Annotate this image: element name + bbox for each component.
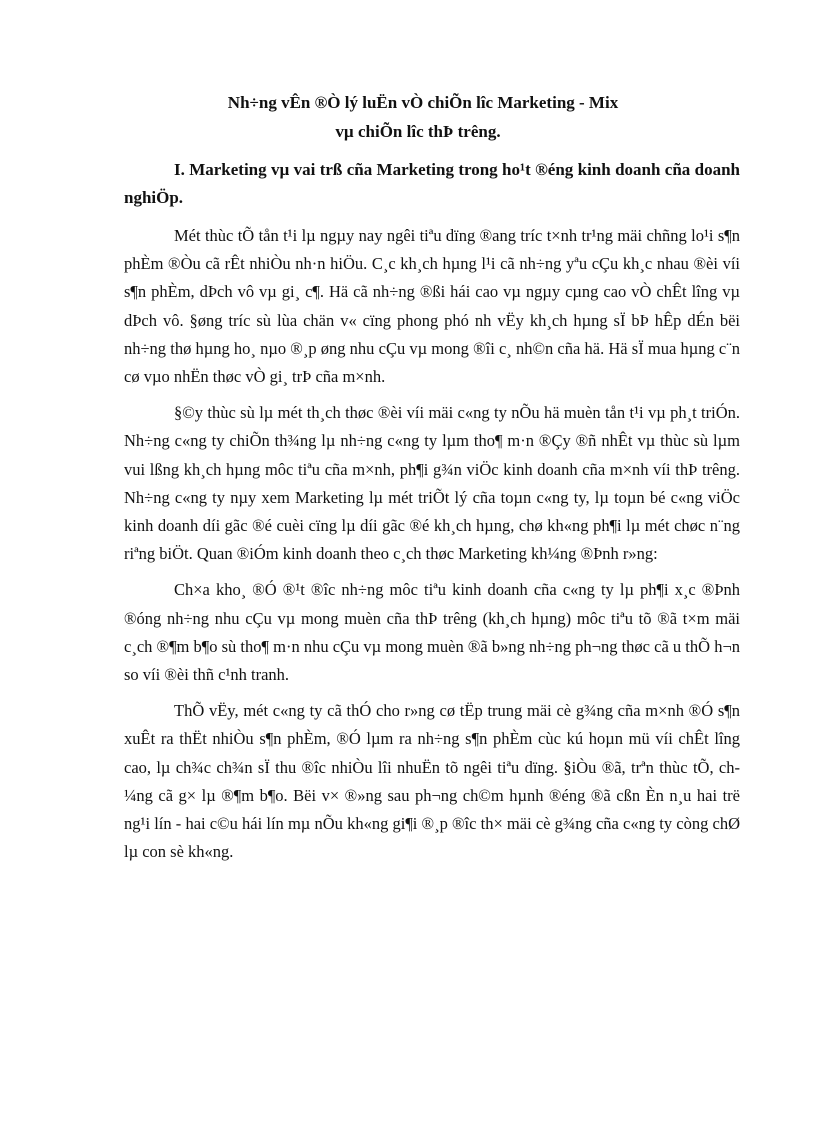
document-title-line-2: vµ chiÕn lîc thÞ trêng. — [335, 122, 501, 141]
paragraph-4: ThÕ vËy, mét c«ng ty cã thÓ cho r»ng cø tËp trung mäi cè g¾ng cña m×nh ®Ó s¶n xuÊt ra thËt nhiÒu s¶n phÈm, ®Ó lµm ra nh÷ng s¶n phÈm cùc kú hoµn mü víi chÊt lîng cao, lµ ch¾c ch¾n sÏ thu ®îc nhiÒu lîi nhuËn tõ ngêi tiªu dïng. §iÒu ®ã, trªn thùc tÕ, ch¼ng cã g× lµ ®¶m b¶o. Bëi v× ®»ng sau ph¬ng ch©m hµnh ®éng ®ã cßn Èn n¸u hai trë ng¹i lín - hai c©u hái lín mµ nÕu kh«ng gi¶i ®¸p ®îc th× mäi cè g¾ng cña c«ng ty còng chØ lµ con sè kh«ng. — [124, 701, 740, 862]
paragraph-3: Ch×a kho¸ ®Ó ®¹t ®îc nh÷ng môc tiªu kinh doanh cña c«ng ty lµ ph¶i x¸c ®Þnh ®óng nh÷ng nhu cÇu vµ mong muèn cña thÞ trêng (kh¸ch hµng) môc tiªu tõ ®ã t×m mäi c¸ch ®¶m b¶o sù tho¶ m·n nhu cÇu vµ mong muèn ®ã b»ng nh÷ng ph¬ng thøc cã u thÕ h¬n so víi ®èi thñ c¹nh tranh. — [124, 580, 740, 685]
paragraph-2: §©y thùc sù lµ mét th¸ch thøc ®èi víi mäi c«ng ty nÕu hä muèn tån t¹i vµ ph¸t triÓn. Nh÷ng c«ng ty chiÕn th¾ng lµ nh÷ng c«ng ty lµm tho¶ m·n ®Çy ®ñ nhÊt vµ thùc sù lµm vui lßng kh¸ch hµng môc tiªu cña m×nh, ph¶i g¾n viÖc kinh doanh cña m×nh víi thÞ trêng. Nh÷ng c«ng ty nµy xem Marketing lµ mét triÕt lý cña toµn c«ng ty, lµ toµn bé c«ng viÖc kinh doanh díi gãc ®é cuèi cïng lµ díi gãc ®é kh¸ch hµng, chø kh«ng ph¶i lµ mét chøc n¨ng riªng biÖt. Quan ®iÓm kinh doanh theo c¸ch thøc Marketing kh¼ng ®Þnh r»ng: — [124, 403, 740, 564]
document-body — [124, 156, 740, 874]
paragraph-1: Mét thùc tÕ tån t¹i lµ ngµy nay ngêi tiªu dïng ®ang tríc t×nh tr¹ng mäi chñng lo¹i s¶n phÈm ®Òu cã rÊt nhiÒu nh·n hiÖu. C¸c kh¸ch hµng l¹i cã nh÷ng yªu cÇu kh¸c nhau ®èi víi s¶n phÈm, dÞch vô vµ gi¸ c¶. Hä cã nh÷ng ®ßi hái cao vµ ngµy cµng cao vÒ chÊt lîng vµ dÞch vô. §øng tríc sù lùa chän v« cïng phong phó nh vËy kh¸ch hµng sÏ bÞ hÊp dÉn bëi nh÷ng thø hµng ho¸ nµo ®¸p øng nhu cÇu vµ mong ®îi c¸ nh©n cña hä. Hä sÏ mua hµng c¨n cø vµo nhËn thøc vÒ gi¸ trÞ cña m×nh. — [124, 226, 740, 387]
document-title-line-1: Nh÷ng vÊn ®Ò lý luËn vÒ chiÕn lîc Marketing - Mix — [227, 93, 619, 112]
section-heading: I. Marketing vµ vai trß cña Marketing trong ho¹t ®éng kinh doanh cña doanh nghiÖp. — [124, 160, 740, 207]
